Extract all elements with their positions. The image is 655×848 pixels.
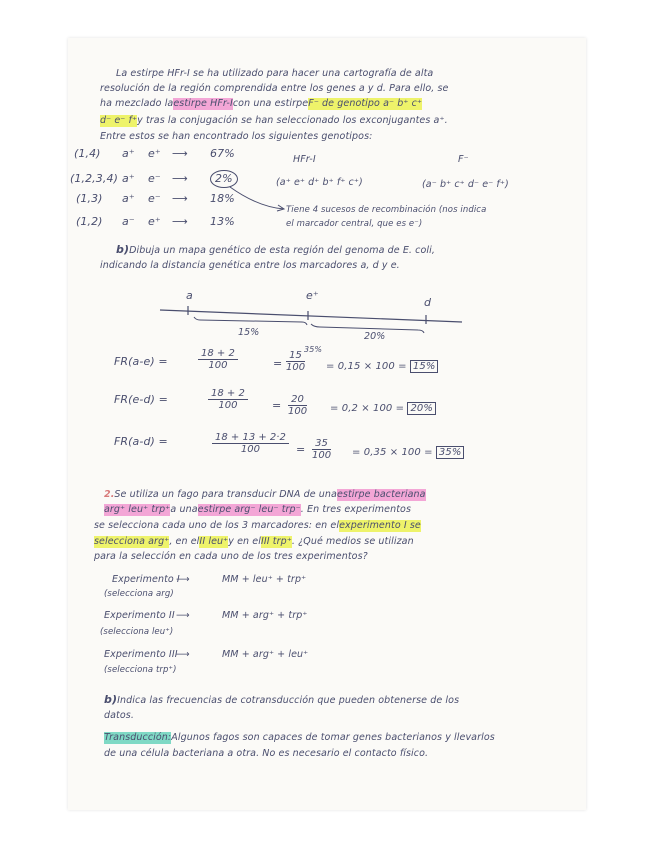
highlight-f-genotype: F⁻ de genotipo a⁻ b⁺ c⁺ — [308, 98, 423, 109]
calc-result: = 0,35 × 100 = 35% — [352, 446, 464, 459]
highlight-select-leu: II leu⁺ — [199, 536, 229, 547]
highlight-donor-genotype: arg⁺ leu⁺ trp⁺ — [104, 504, 171, 515]
experiment-row: Experimento II⟶ MM + arg⁺ + trp⁺ — [104, 610, 308, 621]
map-label-e: e⁺ — [306, 289, 319, 302]
q2-line-4: selecciona arg⁺, en elII leu⁺y en elIII trp⁺. ¿Qué medios se utilizan — [94, 536, 414, 547]
intro-line-5: Entre estos se han encontrado los siguientes genotipos: — [100, 131, 373, 142]
intro-line-3 — [100, 98, 422, 110]
note-line-2: el marcador central, que es e⁻) — [286, 219, 423, 229]
transduccion-line-1: Transducción:Algunos fagos son capaces de tomar genes bacterianos y llevarlos — [104, 732, 495, 743]
calc-fraction: $\frac{18 + 2}{100}$ — [208, 388, 248, 411]
part-b2-line-1: b)Indica las frecuencias de cotransducción que pueden obtenerse de los — [104, 693, 460, 706]
highlight-hfr-strain: estirpe HFr-I — [173, 98, 233, 109]
experiment-row: Experimento III⟶ MM + arg⁺ + leu⁺ — [104, 649, 309, 660]
part-b-line-2: indicando la distancia genética entre los marcadores a, d y e. — [100, 260, 400, 271]
q2-line-3: se selecciona cada uno de los 3 marcadores: en elexperimento I se — [94, 520, 421, 531]
genotype-row: (1,3) a⁺ e⁻ ⟶ 18% — [76, 192, 235, 205]
map-label-d: d — [424, 296, 432, 309]
note-line-1: Tiene 4 sucesos de recombinación (nos indica — [286, 205, 487, 215]
genetic-map — [156, 300, 476, 350]
intro-text: ha mezclado la — [100, 98, 174, 109]
transduccion-line-2: de una célula bacteriana a otra. No es necesario el contacto físico. — [104, 748, 429, 759]
calc-result: = 0,2 × 100 = 20% — [330, 402, 436, 415]
calc-fraction: $\frac{20}{100}$ — [288, 394, 308, 417]
map-distance-a-e: 15% — [238, 327, 260, 338]
intro-line-1: La estirpe HFr-I se ha utilizado para hacer una cartografía de alta — [116, 68, 434, 79]
map-distance-a-d: 35% — [304, 345, 323, 354]
experiment-row: Experimento I⟶ MM + leu⁺ + trp⁺ — [112, 574, 307, 585]
hfr-genotype: (a⁺ e⁺ d⁺ b⁺ f⁺ c⁺) — [276, 177, 363, 188]
calc-label: FR(a-d) = — [114, 435, 168, 448]
highlight-select-arg: selecciona arg⁺ — [94, 536, 170, 547]
highlight-transduccion: Transducción: — [104, 732, 172, 743]
genotype-row: (1,4) a⁺ e⁺ ⟶ 67% — [74, 147, 235, 160]
experiment-selection: (selecciona leu⁺) — [100, 627, 174, 637]
map-distance-e-d: 20% — [364, 331, 386, 342]
q2-line-1: 2.Se utiliza un fago para transducir DNA de unaestirpe bacteriana — [104, 489, 426, 500]
calc-label: FR(e-d) = — [114, 393, 168, 406]
intro-text: y tras la conjugación se han seleccionado los exconjugantes a⁺. — [137, 115, 448, 126]
calc-fraction: $\frac{15}{100}$ — [286, 350, 306, 373]
f-genotype: (a⁻ b⁺ c⁺ d⁻ e⁻ f⁺) — [422, 179, 509, 190]
highlight-experiment-1: experimento I se — [339, 520, 421, 531]
notebook-page: La estirpe HFr-I se ha utilizado para hacer una cartografía de alta resolución de la región comprendida entre los genes a y d. Para ello, se ha mezclado laestirpe HFr-Icon una estirpeF⁻ de genotipo a⁻ b⁺ c⁺ d⁻ e⁻ f⁺y tras la conjugación se han seleccionado los exconjugantes a⁺. Entre estos se han encontrado los siguientes genotipos: (1,4) a⁺ e⁺ ⟶ 67% (1,2,3,4) a⁺ e⁻ ⟶ 2% (1,3) a⁺ e⁻ ⟶ 18% (1,2) a⁻ e⁺ ⟶ 13% HFr-I F⁻ (a⁺ e⁺ d⁺ b⁺ f⁺ c⁺) (a⁻ b⁺ c⁺ d⁻ e⁻ f⁺) Tiene 4 sucesos de recombinación (nos indica el marcador central, que es e⁻) b)Dibuja un mapa genético de esta región del genoma de E. coli, indicando la distancia genética entre los marcadores a, d y e. a e⁺ d 15% 20% 35% FR(a-e) = $\frac{18 + 2}{100}$ = $\frac{15}{100}$ = 0,15 × 100 = 15% FR(e-d) = $\frac{18 + 2}{100}$ = $\frac{20}{100}$ = 0,2 × 100 = 20% FR(a-d) = $\frac{18 + 13 + 2\cdot 2}{100}$ = $\frac{35}{100}$ = 0,35 × 100 = 35% 2.Se utiliza un fago para transducir DNA de unaestirpe bacteriana arg⁺ leu⁺ trp⁺a unaestirpe arg⁻ leu⁻ trp⁻. En tres experimentos se selecciona cada uno de los 3 marcadores: en elexperimento I se selecciona arg⁺, en elII leu⁺y en elIII trp⁺. ¿Qué medios se utilizan para la selección en cada uno de los tres experimentos? Experimento I⟶ MM + leu⁺ + trp⁺ (selecciona arg) Experimento II⟶ MM + arg⁺ + trp⁺ (selecciona leu⁺) Experimento III⟶ MM + arg⁺ + leu⁺ (selecciona trp⁺) b)Indica las frecuencias de cotransducción que pueden obtenerse de los datos. Transducción:Algunos fagos son capaces de tomar genes bacterianos y llevarlos de una célula bacteriana a otra. No es necesario el contacto físico. — [68, 38, 586, 810]
highlight-select-trp: III trp⁺ — [260, 536, 292, 547]
hfr-label: HFr-I — [293, 154, 316, 165]
intro-line-2: resolución de la región comprendida entre los genes a y d. Para ello, se — [100, 83, 449, 94]
f-label: F⁻ — [458, 154, 469, 165]
genotype-row: (1,2) a⁻ e⁺ ⟶ 13% — [76, 215, 235, 228]
calc-label: FR(a-e) = — [114, 355, 168, 368]
pointer-arrow — [228, 183, 288, 213]
calc-fraction: $\frac{18 + 13 + 2\cdot 2}{100}$ — [212, 432, 289, 455]
part-b2-line-2: datos. — [104, 710, 134, 721]
q2-line-5: para la selección en cada uno de los tres experimentos? — [94, 551, 368, 562]
calc-result: = 0,15 × 100 = 15% — [326, 360, 438, 373]
intro-line-4 — [100, 115, 448, 127]
intro-text: con una estirpe — [232, 98, 309, 109]
q2-line-2: arg⁺ leu⁺ trp⁺a unaestirpe arg⁻ leu⁻ trp⁻. En tres experimentos — [104, 504, 412, 515]
experiment-selection: (selecciona arg) — [104, 589, 174, 599]
circled-percentage: 2% — [210, 170, 238, 188]
part-b-line-1: b)Dibuja un mapa genético de esta región del genoma de E. coli, — [116, 243, 436, 256]
highlight-donor-strain: estirpe bacteriana — [336, 489, 426, 500]
experiment-selection: (selecciona trp⁺) — [104, 665, 177, 675]
genotype-row: (1,2,3,4) a⁺ e⁻ ⟶ 2% — [70, 170, 238, 188]
calc-fraction: $\frac{18 + 2}{100}$ — [198, 348, 238, 371]
highlight-recipient-strain: estirpe arg⁻ leu⁻ trp⁻ — [197, 504, 301, 515]
map-label-a: a — [186, 289, 193, 302]
calc-fraction: $\frac{35}{100}$ — [312, 438, 332, 461]
highlight-f-genotype-cont: d⁻ e⁻ f⁺ — [100, 115, 138, 126]
